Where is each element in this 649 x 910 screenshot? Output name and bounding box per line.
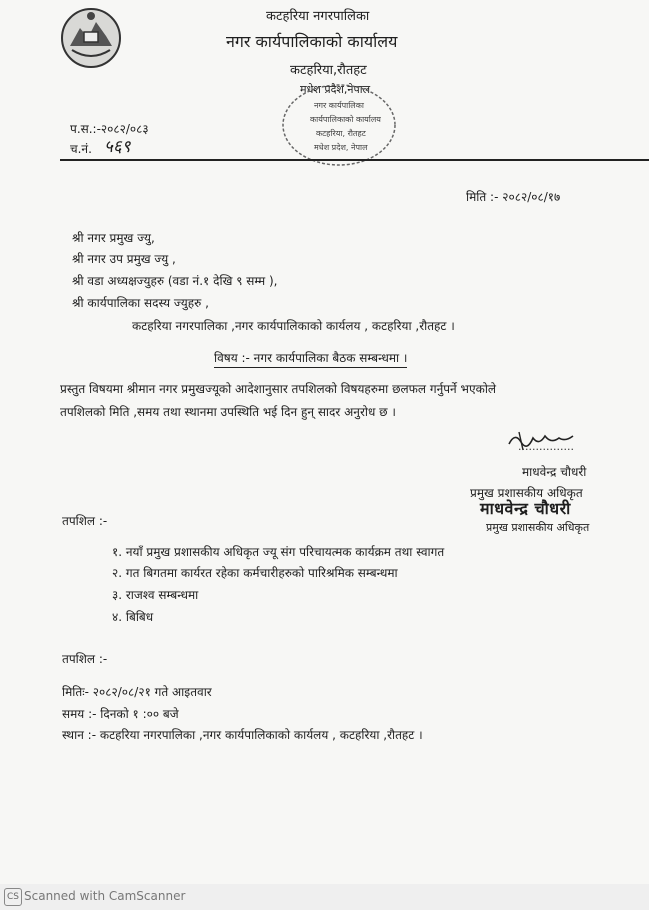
recipient-address: कटहरिया नगरपालिका ,नगर कार्यपालिकाको कार्यलय , कटहरिया ,रौतहट ।	[132, 319, 455, 333]
header-divider	[60, 159, 649, 161]
schedule-heading: तपशिल :-	[62, 652, 108, 666]
agenda-item: १. नयाँ प्रमुख प्रशासकीय अधिकृत ज्यू संग परिचायत्मक कार्यक्रम तथा स्वागत	[112, 545, 445, 559]
nepal-emblem-logo	[58, 6, 124, 70]
agenda-item: ४. बिबिध	[112, 610, 154, 624]
recipient-line: श्री कार्यपालिका सदस्य ज्युहरु ,	[72, 296, 209, 310]
letter-date: मिति :- २०८२/०८/१७	[466, 190, 561, 204]
signature-title-stamp: प्रमुख प्रशासकीय अधिकृत	[486, 521, 590, 534]
letter-subject: विषय :- नगर कार्यपालिका बैठक सम्बन्धमा ।	[214, 349, 407, 368]
camscanner-icon: CS	[4, 888, 22, 906]
office-name: नगर कार्यपालिकाको कार्यालय	[226, 32, 398, 51]
seal-line-2: कार्यपालिकाको कार्यालय	[310, 115, 381, 124]
recipient-line: श्री वडा अध्यक्षज्युहरु (वडा नं.१ देखि ९ सम्म ),	[72, 274, 278, 288]
seal-line-4: मधेश प्रदेश, नेपाल	[314, 143, 368, 152]
org-name: कटहरिया नगरपालिका	[266, 9, 370, 24]
agenda-item: २. गत बिगतमा कार्यरत रहेका कर्मचारीहरुको पारिश्रमिक सम्बन्धमा	[112, 566, 398, 580]
chn-label: च.नं.	[70, 142, 92, 156]
signature-dots: ................	[518, 440, 574, 453]
meeting-time: समय :- दिनको १ :०० बजे	[62, 707, 179, 721]
ps-number: प.स.:-२०८२/०८३	[70, 122, 149, 136]
seal-line-1: नगर कार्यपालिका	[314, 101, 364, 110]
chn-value: ५६९	[104, 137, 131, 157]
seal-line-3: कटहरिया, रौतहट	[316, 129, 366, 138]
signatory-title: प्रमुख प्रशासकीय अधिकृत	[470, 486, 583, 500]
scanner-label: Scanned with CamScanner	[24, 889, 186, 903]
meeting-place: स्थान :- कटहरिया नगरपालिका ,नगर कार्यपालिकाको कार्यलय , कटहरिया ,रौतहट ।	[62, 728, 423, 742]
recipient-line: श्री नगर उप प्रमुख ज्यु ,	[72, 252, 176, 266]
agenda-heading: तपशिल :-	[62, 514, 108, 528]
signatory-name: माधवेन्द्र चौधरी	[522, 465, 587, 479]
body-line: तपशिलको मिति ,समय तथा स्थानमा उपस्थिति भई दिन हुन् सादर अनुरोध छ ।	[60, 405, 396, 419]
recipient-line: श्री नगर प्रमुख ज्यु,	[72, 231, 155, 245]
office-address: कटहरिया,रौतहट	[290, 63, 367, 78]
province-line: मधेश प्रदेश,नेपाल	[300, 83, 371, 96]
scanner-footer	[0, 884, 649, 910]
seal-ring-icon	[280, 82, 398, 168]
meeting-date: मितिः- २०८२/०८/२१ गते आइतवार	[62, 685, 212, 699]
signature-name-stamp: माधवेन्द्र चौधरी	[480, 499, 571, 518]
office-seal-stamp	[280, 82, 398, 168]
body-line: प्रस्तुत विषयमा श्रीमान नगर प्रमुखज्यूको आदेशानुसार तपशिलको विषयहरुमा छलफल गर्नुपर्ने भएकोले	[60, 382, 497, 396]
agenda-item: ३. राजश्व सम्बन्धमा	[112, 588, 199, 602]
